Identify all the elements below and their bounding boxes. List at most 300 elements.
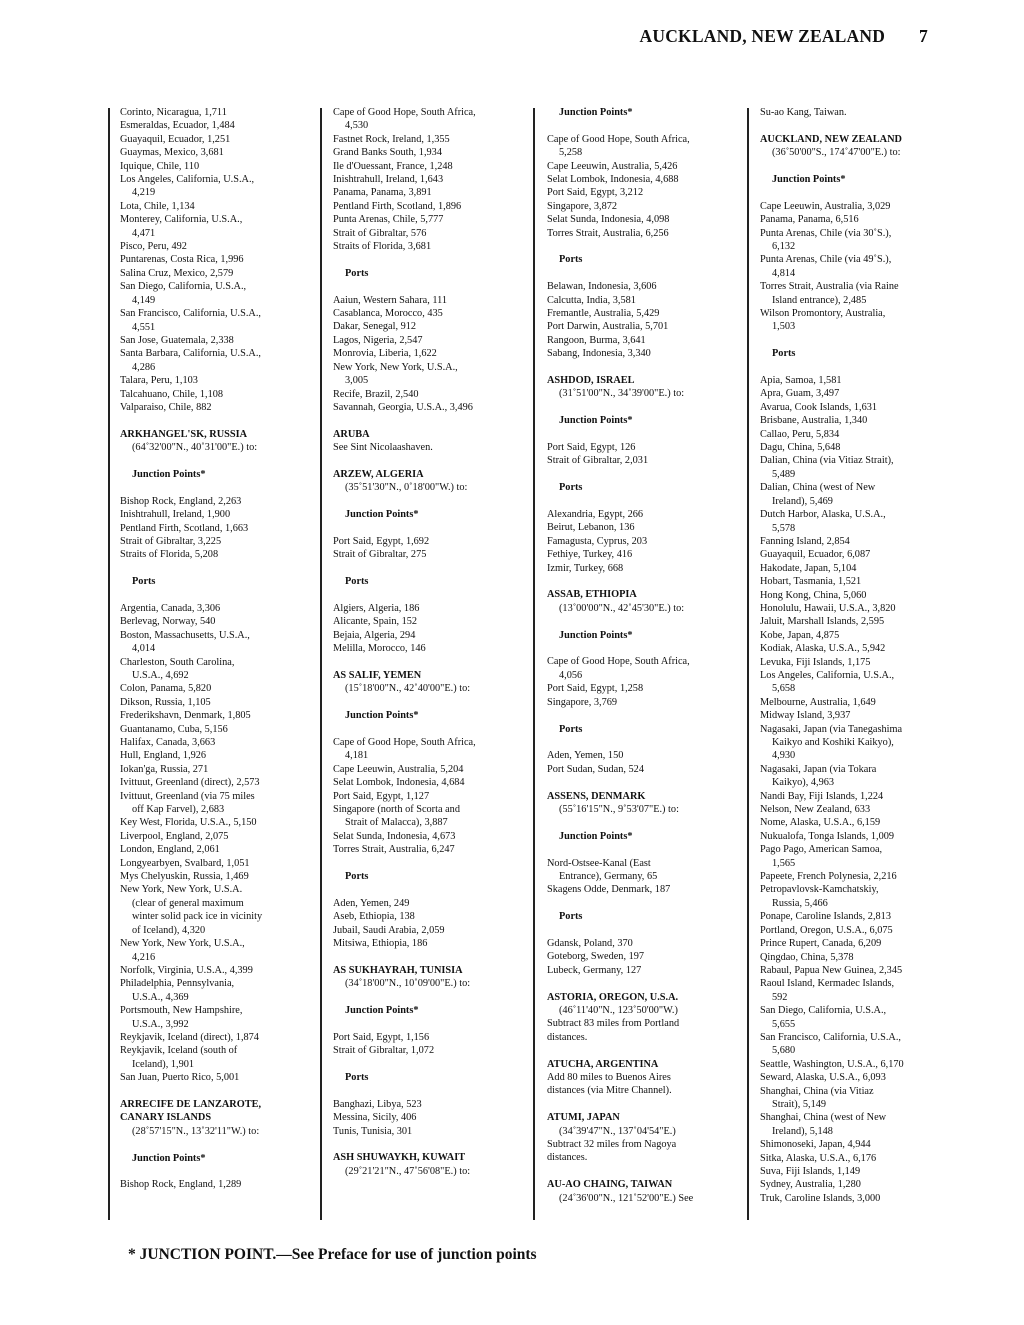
entry-line: Subtract 32 miles from Nagoya	[547, 1138, 677, 1150]
entry-continuation: 3,005	[345, 375, 369, 387]
entry-line: New York, New York, U.S.A.	[120, 884, 243, 896]
entry-line: Portland, Oregon, U.S.A., 6,075	[760, 924, 893, 936]
blank-line	[333, 723, 476, 736]
entry-continuation: Russia, 5,466	[772, 897, 828, 909]
entry-line: Callao, Peru, 5,834	[760, 428, 840, 440]
blank-line	[547, 843, 693, 856]
entry-line: Skagens Odde, Denmark, 187	[547, 884, 671, 896]
entry-line: Cape Leeuwin, Australia, 5,204	[333, 763, 464, 775]
entry-line: Iokan'ga, Russia, 271	[120, 763, 209, 775]
entry-line: Bishop Rock, England, 1,289	[120, 1179, 242, 1191]
blank-line	[120, 414, 262, 427]
blank-line	[547, 615, 693, 628]
entry-continuation: (clear of general maximum	[132, 897, 244, 909]
entry-continuation: Entrance), Germany, 65	[559, 870, 658, 882]
entry-continuation: (64˚32'00"N., 40˚31'00"E.) to:	[132, 442, 258, 454]
sub-heading: Ports	[772, 348, 796, 360]
blank-line	[547, 401, 693, 414]
entry-line: Alexandria, Egypt, 266	[547, 509, 644, 521]
entry-line: Dikson, Russia, 1,105	[120, 696, 211, 708]
entry-line: Port Sudan, Sudan, 524	[547, 763, 644, 775]
entry-line: Talara, Peru, 1,103	[120, 375, 198, 387]
entry-line: Port Said, Egypt, 1,692	[333, 535, 430, 547]
entry-line: Cape of Good Hope, South Africa,	[547, 656, 690, 668]
entry-line: Midway Island, 3,937	[760, 710, 851, 722]
entry-line: Casablanca, Morocco, 435	[333, 308, 443, 320]
entry-continuation: 4,219	[132, 187, 156, 199]
blank-line	[547, 1165, 693, 1178]
entry-line: Guayaquil, Ecuador, 1,251	[120, 133, 231, 145]
section-heading: ASTORIA, OREGON, U.S.A.	[547, 991, 679, 1003]
blank-line	[547, 575, 693, 588]
entry-line: Port Said, Egypt, 3,212	[547, 187, 644, 199]
entry-line: Shanghai, China (via Vitiaz	[760, 1085, 874, 1097]
entry-line: San Juan, Puerto Rico, 5,001	[120, 1072, 240, 1084]
blank-line	[120, 481, 262, 494]
blank-line	[760, 334, 904, 347]
entry-line: Port Said, Egypt, 1,127	[333, 790, 430, 802]
entry-line: Selat Sunda, Indonesia, 4,673	[333, 830, 456, 842]
entry-continuation: 4,181	[345, 750, 369, 762]
entry-continuation: Iceland), 1,901	[132, 1058, 195, 1070]
entry-line: Singapore, 3,769	[547, 696, 618, 708]
blank-line	[547, 1098, 693, 1111]
entry-line: Nelson, New Zealand, 633	[760, 804, 871, 816]
entry-line: Bejaia, Algeria, 294	[333, 629, 416, 641]
blank-line	[333, 253, 476, 266]
sub-heading: Ports	[345, 870, 369, 882]
entry-continuation: Strait), 5,149	[772, 1098, 827, 1110]
entry-continuation: 4,471	[132, 227, 156, 239]
column-rule	[533, 108, 535, 1220]
entry-line: Sydney, Australia, 1,280	[760, 1179, 861, 1191]
page-header	[640, 26, 928, 47]
entry-line: Wilson Promontory, Australia,	[760, 308, 886, 320]
entry-line: Hobart, Tasmania, 1,521	[760, 576, 862, 588]
entry-line: Frederikshavn, Denmark, 1,805	[120, 710, 251, 722]
entry-line: Fremantle, Australia, 5,429	[547, 308, 660, 320]
entry-line: Los Angeles, California, U.S.A.,	[120, 174, 255, 186]
blank-line	[333, 589, 476, 602]
entry-line: Ponape, Caroline Islands, 2,813	[760, 911, 891, 923]
entry-line: Dutch Harbor, Alaska, U.S.A.,	[760, 509, 886, 521]
entry-line: Aaiun, Western Sahara, 111	[333, 294, 448, 306]
entry-line: Belawan, Indonesia, 3,606	[547, 281, 657, 293]
column-rule	[747, 108, 749, 1220]
entry-line: Torres Strait, Australia, 6,247	[333, 844, 455, 856]
entry-line: Liverpool, England, 2,075	[120, 830, 229, 842]
entry-line: Nagasaki, Japan (via Tokara	[760, 763, 877, 775]
entry-continuation: 4,216	[132, 951, 156, 963]
entry-line: Seward, Alaska, U.S.A., 6,093	[760, 1072, 886, 1084]
entry-line: Los Angeles, California, U.S.A.,	[760, 669, 895, 681]
entry-line: Subtract 83 miles from Portland	[547, 1018, 680, 1030]
entry-line: Port Said, Egypt, 1,258	[547, 683, 644, 695]
entry-continuation: 4,530	[345, 120, 369, 132]
sub-heading: Junction Points*	[559, 830, 633, 842]
entry-line: Fanning Island, 2,854	[760, 535, 850, 547]
entry-line: Strait of Gibraltar, 1,072	[333, 1045, 435, 1057]
blank-line	[333, 656, 476, 669]
entry-line: Tunis, Tunisia, 301	[333, 1125, 413, 1137]
entry-line: New York, New York, U.S.A.,	[120, 938, 245, 950]
text-column-3	[547, 106, 693, 1205]
entry-continuation: off Kap Farvel), 2,683	[132, 804, 225, 816]
entry-line: Gdansk, Poland, 370	[547, 937, 633, 949]
blank-line	[333, 495, 476, 508]
entry-line: Seattle, Washington, U.S.A., 6,170	[760, 1058, 904, 1070]
entry-line: Iquique, Chile, 110	[120, 160, 200, 172]
entry-line: Pentland Firth, Scotland, 1,663	[120, 522, 249, 534]
entry-continuation: (29˚21'21"N., 47˚56'08"E.) to:	[345, 1165, 471, 1177]
blank-line	[760, 186, 904, 199]
sub-heading: Ports	[559, 254, 583, 266]
blank-line	[333, 950, 476, 963]
blank-line	[120, 1138, 262, 1151]
entry-line: Inishtrahull, Ireland, 1,900	[120, 509, 231, 521]
entry-line: Apra, Guam, 3,497	[760, 388, 840, 400]
entry-line: Melbourne, Australia, 1,649	[760, 696, 876, 708]
entry-line: distances (via Mitre Channel).	[547, 1085, 672, 1097]
blank-line	[333, 991, 476, 1004]
entry-line: Jaluit, Marshall Islands, 2,595	[760, 616, 885, 628]
entry-line: Longyearbyen, Svalbard, 1,051	[120, 857, 250, 869]
blank-line	[547, 361, 693, 374]
entry-continuation: 6,132	[772, 241, 796, 253]
entry-continuation: (24˚36'00"N., 121˚52'00"E.) See	[559, 1192, 694, 1204]
entry-line: Shimonoseki, Japan, 4,944	[760, 1139, 871, 1151]
entry-continuation: 4,814	[772, 267, 796, 279]
section-heading: ASHDOD, ISRAEL	[547, 375, 635, 387]
entry-line: Nome, Alaska, U.S.A., 6,159	[760, 817, 881, 829]
blank-line	[547, 240, 693, 253]
entry-line: Hakodate, Japan, 5,104	[760, 562, 857, 574]
blank-line	[547, 776, 693, 789]
entry-line: Aden, Yemen, 150	[547, 750, 624, 762]
entry-line: Nord-Ostsee-Kanal (East	[547, 857, 651, 869]
entry-line: Strait of Gibraltar, 576	[333, 227, 427, 239]
entry-line: Pago Pago, American Samoa,	[760, 844, 883, 856]
entry-continuation: U.S.A., 4,692	[132, 669, 189, 681]
section-heading: ASSAB, ETHIOPIA	[547, 589, 637, 601]
entry-line: Suva, Fiji Islands, 1,149	[760, 1166, 861, 1178]
blank-line	[120, 589, 262, 602]
sub-heading: Junction Points*	[132, 1152, 206, 1164]
sub-heading: Ports	[345, 576, 369, 588]
entry-line: London, England, 2,061	[120, 844, 220, 856]
section-heading: AUCKLAND, NEW ZEALAND	[760, 133, 902, 145]
entry-continuation: 4,930	[772, 750, 796, 762]
entry-continuation: 5,655	[772, 1018, 796, 1030]
entry-line: Selat Lombok, Indonesia, 4,688	[547, 174, 679, 186]
blank-line	[547, 736, 693, 749]
entry-line: Boston, Massachusetts, U.S.A.,	[120, 629, 250, 641]
sub-heading: Ports	[345, 1071, 369, 1083]
entry-line: Mys Chelyuskin, Russia, 1,469	[120, 871, 249, 883]
entry-line: Talcahuano, Chile, 1,108	[120, 388, 224, 400]
entry-line: Famagusta, Cyprus, 203	[547, 535, 648, 547]
entry-line: Prince Rupert, Canada, 6,209	[760, 938, 882, 950]
text-column-2	[333, 106, 476, 1178]
blank-line	[333, 280, 476, 293]
entry-line: Cape Leeuwin, Australia, 3,029	[760, 200, 891, 212]
section-heading: ARUBA	[333, 428, 370, 440]
entry-continuation: Strait of Malacca), 3,887	[345, 817, 448, 829]
entry-line: Torres Strait, Australia (via Raine	[760, 281, 899, 293]
entry-line: Halifax, Canada, 3,663	[120, 737, 216, 749]
entry-line: Nandi Bay, Fiji Islands, 1,224	[760, 790, 884, 802]
blank-line	[333, 1017, 476, 1030]
entry-continuation: (36˚50'00"S., 174˚47'00"E.) to:	[772, 147, 901, 159]
entry-line: Punta Arenas, Chile (via 30˚S.),	[760, 227, 892, 239]
blank-line	[120, 562, 262, 575]
entry-line: Guaymas, Mexico, 3,681	[120, 147, 224, 159]
entry-continuation: 4,286	[132, 361, 156, 373]
entry-line: Fastnet Rock, Ireland, 1,355	[333, 133, 450, 145]
entry-line: Colon, Panama, 5,820	[120, 683, 212, 695]
entry-line: Selat Sunda, Indonesia, 4,098	[547, 214, 670, 226]
entry-line: Kobe, Japan, 4,875	[760, 629, 840, 641]
entry-line: Sitka, Alaska, U.S.A., 6,176	[760, 1152, 877, 1164]
entry-line: Guayaquil, Ecuador, 6,087	[760, 549, 871, 561]
entry-line: Philadelphia, Pennsylvania,	[120, 978, 235, 990]
entry-continuation: (28˚57'15"N., 13˚32'11"W.) to:	[132, 1125, 260, 1137]
entry-line: Cape of Good Hope, South Africa,	[547, 133, 690, 145]
entry-continuation: 5,680	[772, 1045, 796, 1057]
entry-line: Punta Arenas, Chile, 5,777	[333, 214, 444, 226]
entry-line: Qingdao, China, 5,378	[760, 951, 854, 963]
sub-heading: Ports	[132, 576, 156, 588]
entry-line: Rangoon, Burma, 3,641	[547, 334, 646, 346]
entry-line: Reykjavik, Iceland (direct), 1,874	[120, 1031, 259, 1043]
entry-continuation: (46˚11'40"N., 123˚50'00"W.)	[559, 1004, 678, 1016]
entry-line: Beirut, Lebanon, 136	[547, 522, 635, 534]
entry-line: Hull, England, 1,926	[120, 750, 207, 762]
entry-line: Valparaiso, Chile, 882	[120, 401, 212, 413]
page-number: 7	[919, 26, 928, 46]
entry-line: distances.	[547, 1152, 588, 1164]
blank-line	[547, 267, 693, 280]
entry-line: Nagasaki, Japan (via Tanegashima	[760, 723, 903, 735]
entry-continuation: 4,149	[132, 294, 156, 306]
entry-line: New York, New York, U.S.A.,	[333, 361, 458, 373]
entry-line: Kodiak, Alaska, U.S.A., 5,942	[760, 643, 886, 655]
section-heading: ATUMI, JAPAN	[547, 1112, 620, 1124]
column-rule	[108, 108, 110, 1220]
page-title: AUCKLAND, NEW ZEALAND	[639, 26, 886, 46]
entry-line: Dakar, Senegal, 912	[333, 321, 417, 333]
entry-line: Izmir, Turkey, 668	[547, 562, 624, 574]
entry-line: Strait of Gibraltar, 2,031	[547, 455, 649, 467]
blank-line	[760, 361, 904, 374]
entry-line: San Francisco, California, U.S.A.,	[120, 308, 261, 320]
sub-heading: Junction Points*	[559, 629, 633, 641]
entry-line: Strait of Gibraltar, 275	[333, 549, 427, 561]
entry-line: Hong Kong, China, 5,060	[760, 589, 867, 601]
entry-line: Guantanamo, Cuba, 5,156	[120, 723, 228, 735]
blank-line	[333, 696, 476, 709]
entry-line: San Diego, California, U.S.A.,	[120, 281, 247, 293]
entry-line: Corinto, Nicaragua, 1,711	[120, 107, 227, 118]
entry-line: Avarua, Cook Islands, 1,631	[760, 401, 878, 413]
sub-heading: Junction Points*	[345, 509, 419, 521]
entry-line: Ivittuut, Greenland (direct), 2,573	[120, 777, 260, 789]
entry-continuation: Island entrance), 2,485	[772, 294, 867, 306]
blank-line	[547, 495, 693, 508]
entry-line: Cape of Good Hope, South Africa,	[333, 736, 476, 748]
blank-line	[333, 1058, 476, 1071]
entry-line: Bishop Rock, England, 2,263	[120, 495, 242, 507]
blank-line	[333, 414, 476, 427]
entry-line: Key West, Florida, U.S.A., 5,150	[120, 817, 257, 829]
entry-line: Lubeck, Germany, 127	[547, 964, 642, 976]
entry-line: Grand Banks South, 1,934	[333, 147, 442, 159]
entry-line: Puntarenas, Costa Rica, 1,996	[120, 254, 244, 266]
blank-line	[547, 897, 693, 910]
blank-line	[333, 857, 476, 870]
blank-line	[547, 1044, 693, 1057]
entry-line: Add 80 miles to Buenos Aires	[547, 1071, 671, 1083]
entry-line: Inishtrahull, Ireland, 1,643	[333, 174, 444, 186]
entry-line: Norfolk, Virginia, U.S.A., 4,399	[120, 964, 253, 976]
entry-line: Ivittuut, Greenland (via 75 miles	[120, 790, 255, 802]
entry-line: Portsmouth, New Hampshire,	[120, 1005, 243, 1017]
blank-line	[760, 119, 904, 132]
entry-continuation: Kaikyo), 4,963	[772, 777, 835, 789]
text-column-1	[120, 106, 262, 1192]
entry-line: Singapore, 3,872	[547, 200, 618, 212]
entry-line: Algiers, Algeria, 186	[333, 602, 420, 614]
entry-continuation: 5,258	[559, 147, 583, 159]
entry-line: Pentland Firth, Scotland, 1,896	[333, 200, 462, 212]
sub-heading: Junction Points*	[559, 107, 633, 118]
entry-line: Mitsiwa, Ethiopia, 186	[333, 937, 428, 949]
entry-line: Melilla, Morocco, 146	[333, 643, 426, 655]
entry-line: Argentia, Canada, 3,306	[120, 602, 221, 614]
entry-continuation: 592	[772, 991, 788, 1003]
entry-line: Selat Lombok, Indonesia, 4,684	[333, 777, 465, 789]
blank-line	[333, 1084, 476, 1097]
entry-line: Esmeraldas, Ecuador, 1,484	[120, 120, 235, 132]
entry-continuation: 5,578	[772, 522, 796, 534]
blank-line	[547, 816, 693, 829]
entry-line: Rabaul, Papua New Guinea, 2,345	[760, 964, 903, 976]
entry-line: Straits of Florida, 5,208	[120, 549, 219, 561]
entry-line: Su-ao Kang, Taiwan.	[760, 107, 847, 118]
section-heading: CANARY ISLANDS	[120, 1112, 212, 1124]
sub-heading: Ports	[559, 482, 583, 494]
entry-continuation: (34˚39'47"N., 137˚04'54"E.)	[559, 1125, 676, 1137]
entry-line: Berlevag, Norway, 540	[120, 616, 216, 628]
entry-line: Charleston, South Carolina,	[120, 656, 235, 668]
entry-line: Dalian, China (via Vitiaz Strait),	[760, 455, 894, 467]
entry-continuation: 1,565	[772, 857, 796, 869]
entry-line: Alicante, Spain, 152	[333, 616, 418, 628]
entry-line: Banghazi, Libya, 523	[333, 1098, 422, 1110]
entry-line: Cape of Good Hope, South Africa,	[333, 107, 476, 118]
entry-continuation: (15˚18'00"N., 42˚40'00"E.) to:	[345, 683, 471, 695]
entry-continuation: U.S.A., 3,992	[132, 1018, 189, 1030]
entry-line: Lota, Chile, 1,134	[120, 200, 195, 212]
section-heading: AS SUKHAYRAH, TUNISIA	[333, 964, 463, 976]
blank-line	[547, 119, 693, 132]
entry-line: Pisco, Peru, 492	[120, 241, 187, 253]
entry-continuation: 4,056	[559, 669, 583, 681]
entry-line: San Diego, California, U.S.A.,	[760, 1005, 887, 1017]
entry-line: Honolulu, Hawaii, U.S.A., 3,820	[760, 602, 896, 614]
blank-line	[547, 428, 693, 441]
entry-line: San Francisco, California, U.S.A.,	[760, 1031, 901, 1043]
blank-line	[547, 468, 693, 481]
entry-line: Goteborg, Sweden, 197	[547, 951, 645, 963]
entry-continuation: (35˚51'30"N., 0˚18'00"W.) to:	[345, 482, 468, 494]
entry-line: Savannah, Georgia, U.S.A., 3,496	[333, 401, 473, 413]
blank-line	[333, 1138, 476, 1151]
blank-line	[547, 924, 693, 937]
sub-heading: Ports	[559, 723, 583, 735]
sub-heading: Junction Points*	[345, 1004, 419, 1016]
entry-line: Lagos, Nigeria, 2,547	[333, 334, 423, 346]
entry-line: Ile d'Ouessant, France, 1,248	[333, 160, 453, 172]
entry-line: San Jose, Guatemala, 2,338	[120, 334, 234, 346]
entry-line: See Sint Nicolaashaven.	[333, 442, 433, 454]
sub-heading: Junction Points*	[345, 710, 419, 722]
section-heading: AS SALIF, YEMEN	[333, 669, 422, 681]
entry-line: Reykjavik, Iceland (south of	[120, 1045, 238, 1057]
entry-continuation: 4,014	[132, 643, 156, 655]
entry-line: Torres Strait, Australia, 6,256	[547, 227, 669, 239]
entry-line: Port Said, Egypt, 1,156	[333, 1031, 430, 1043]
entry-line: Recife, Brazil, 2,540	[333, 388, 419, 400]
entry-continuation: 5,658	[772, 683, 796, 695]
entry-line: Apia, Samoa, 1,581	[760, 375, 842, 387]
entry-continuation: 5,489	[772, 468, 796, 480]
section-heading: ARZEW, ALGERIA	[333, 468, 424, 480]
sub-heading: Junction Points*	[559, 415, 633, 427]
entry-continuation: 4,551	[132, 321, 156, 333]
entry-continuation: of Iceland), 4,320	[132, 924, 206, 936]
entry-continuation: Ireland), 5,148	[772, 1125, 833, 1137]
entry-line: Singapore (north of Scorta and	[333, 803, 460, 815]
blank-line	[333, 883, 476, 896]
blank-line	[120, 1165, 262, 1178]
section-heading: ARKHANGEL'SK, RUSSIA	[120, 428, 248, 440]
column-rule	[320, 108, 322, 1220]
entry-line: Levuka, Fiji Islands, 1,175	[760, 656, 871, 668]
entry-line: Panama, Panama, 6,516	[760, 214, 859, 226]
entry-continuation: (55˚16'15"N., 9˚53'07"E.) to:	[559, 803, 679, 815]
entry-line: Santa Barbara, California, U.S.A.,	[120, 348, 261, 360]
entry-line: Cape Leeuwin, Australia, 5,426	[547, 160, 678, 172]
sub-heading: Junction Points*	[772, 174, 846, 185]
entry-continuation: Ireland), 5,469	[772, 495, 833, 507]
entry-line: Brisbane, Australia, 1,340	[760, 415, 868, 427]
section-heading: ASSENS, DENMARK	[547, 790, 646, 802]
entry-line: Salina Cruz, Mexico, 2,579	[120, 267, 234, 279]
entry-line: Shanghai, China (west of New	[760, 1112, 887, 1124]
entry-continuation: (34˚18'00"N., 10˚09'00"E.) to:	[345, 978, 471, 990]
entry-line: Monrovia, Liberia, 1,622	[333, 348, 437, 360]
text-column-4	[760, 106, 904, 1205]
blank-line	[120, 455, 262, 468]
entry-continuation: 1,503	[772, 321, 796, 333]
entry-line: Petropavlovsk-Kamchatskiy,	[760, 884, 879, 896]
entry-line: Aseb, Ethiopia, 138	[333, 911, 415, 923]
section-heading: ASH SHUWAYKH, KUWAIT	[333, 1152, 466, 1164]
entry-line: Panama, Panama, 3,891	[333, 187, 432, 199]
entry-continuation: Kaikyo and Koshiki Kaikyo),	[772, 737, 894, 749]
entry-line: Aden, Yemen, 249	[333, 897, 410, 909]
